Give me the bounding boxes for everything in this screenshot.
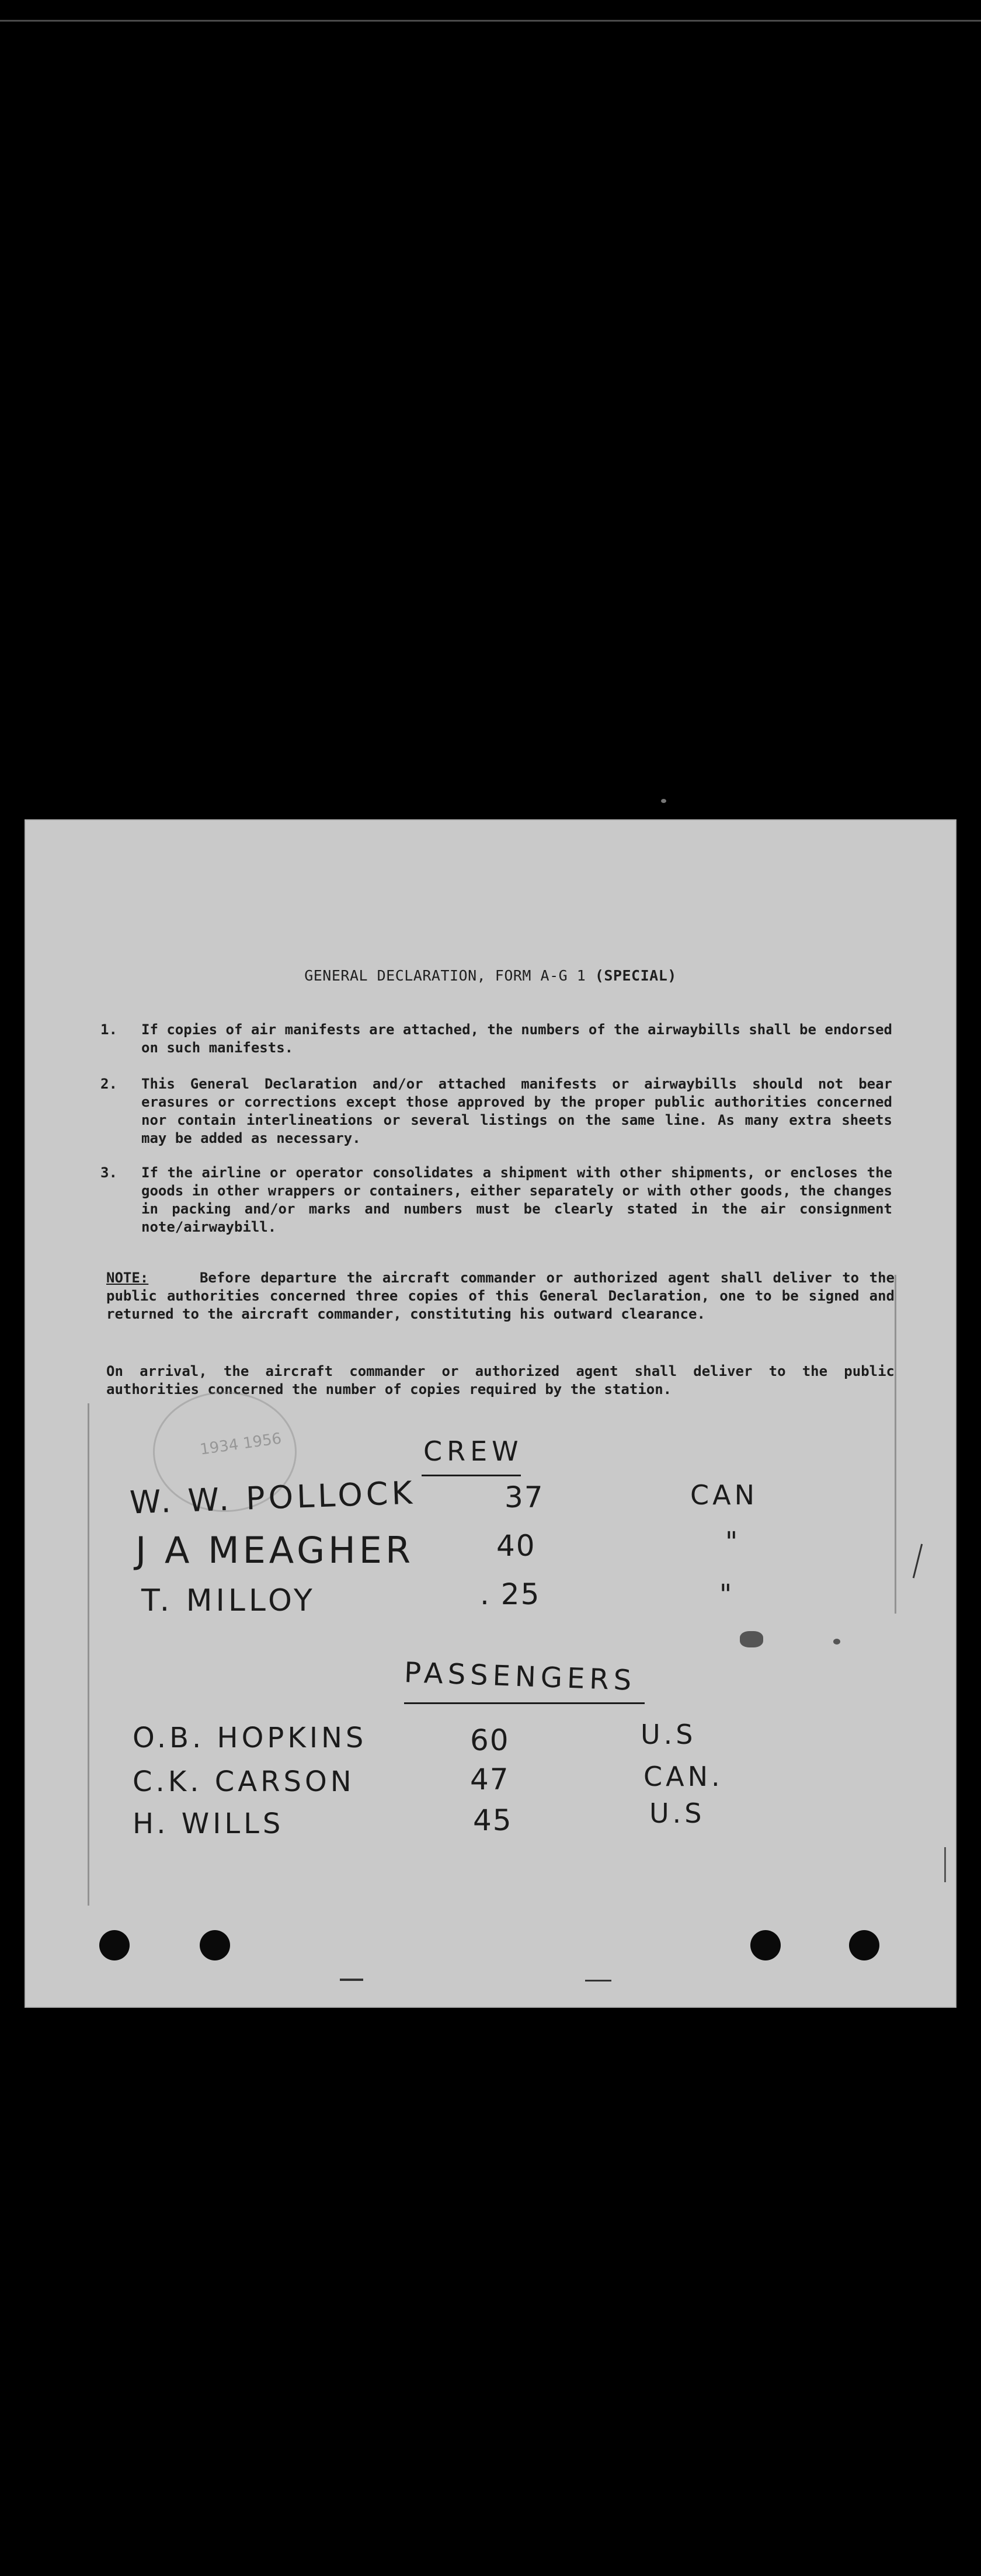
faded-stamp-text: 1934 1956	[199, 1430, 283, 1459]
ink-blot	[740, 1631, 763, 1647]
passenger-age: 45	[473, 1803, 513, 1837]
crew-age: . 25	[480, 1577, 541, 1611]
instruction-number: 1.	[100, 1021, 117, 1038]
departure-note	[106, 1269, 895, 1323]
instruction-item	[100, 1021, 892, 1062]
crew-heading-underline	[422, 1475, 521, 1476]
instruction-item	[100, 1075, 892, 1151]
film-edge	[0, 20, 981, 22]
form-heading	[25, 967, 956, 984]
passenger-name: O.B. HOPKINS	[133, 1722, 367, 1754]
passengers-heading: PASSENGERS	[403, 1656, 637, 1697]
crew-name: J A MEAGHER	[135, 1529, 415, 1572]
form-border-left	[88, 1403, 89, 1906]
crew-nationality: "	[719, 1579, 736, 1610]
passengers-heading-underline	[404, 1702, 645, 1704]
pen-stroke	[913, 1544, 923, 1579]
form-border-right	[895, 1275, 896, 1614]
crew-name: W. W. POLLOCK	[129, 1474, 416, 1521]
ink-blot	[833, 1639, 840, 1645]
instruction-item	[100, 1164, 892, 1240]
instruction-number: 3.	[100, 1164, 117, 1181]
crew-age: 40	[496, 1529, 536, 1563]
note-text: Before departure the aircraft commander or authorized agent shall deliver to the public authorities concerned three copies of this General Declaration, one to be signed and returned to the aircraft commander, constituting his outward clearance.	[106, 1270, 895, 1322]
punch-hole	[849, 1930, 879, 1960]
passenger-age: 60	[470, 1723, 510, 1757]
passenger-name: H. WILLS	[133, 1807, 284, 1840]
pen-stroke	[944, 1847, 946, 1882]
film-speck	[661, 799, 666, 803]
crew-nationality: "	[725, 1526, 742, 1558]
crew-nationality: CAN	[690, 1479, 758, 1511]
form-heading-title: GENERAL DECLARATION, FORM A-G 1	[304, 967, 586, 984]
instruction-text: This General Declaration and/or attached manifests or airwaybills should not bear erasures or corrections except those approved by the proper public authorities concerned nor contain interlineations or several listings on the same line. As many extra sheets may be added as necessary.	[141, 1076, 892, 1146]
passenger-nationality: U.S	[649, 1798, 705, 1829]
film-mark	[340, 1979, 363, 1981]
passenger-nationality: U.S	[641, 1719, 697, 1750]
note-label: NOTE:	[106, 1270, 149, 1286]
punch-hole	[99, 1930, 130, 1960]
arrival-text: On arrival, the aircraft commander or authorized agent shall deliver to the public authorities concerned the number of copies required by the station.	[106, 1363, 895, 1397]
punch-hole	[750, 1930, 781, 1960]
instruction-number: 2.	[100, 1076, 117, 1092]
instruction-text: If the airline or operator consolidates a shipment with other shipments, or encloses the goods in other wrappers or containers, either separately or with other goods, the changes in packing and/or marks and numbers must be clearly stated in the air consignment note/airwaybill.	[141, 1164, 892, 1235]
passenger-age: 47	[470, 1762, 510, 1796]
crew-name: T. MILLOY	[141, 1583, 316, 1618]
declaration-page	[25, 819, 956, 2008]
film-mark	[585, 1980, 611, 1981]
form-heading-special: (SPECIAL)	[594, 967, 677, 984]
passenger-name: C.K. CARSON	[133, 1765, 355, 1798]
crew-age: 37	[505, 1480, 544, 1514]
passenger-nationality: CAN.	[643, 1761, 723, 1792]
crew-heading: CREW	[423, 1435, 523, 1467]
punch-hole	[200, 1930, 230, 1960]
instruction-text: If copies of air manifests are attached, the numbers of the airwaybills shall be endorsed on such manifests.	[141, 1021, 892, 1056]
